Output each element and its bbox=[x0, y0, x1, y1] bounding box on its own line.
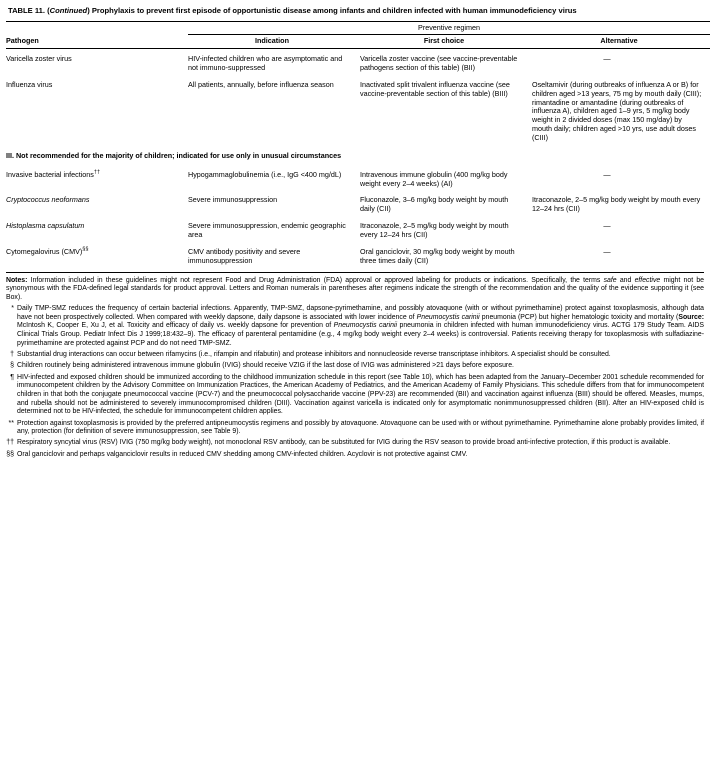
row-pathogen-footnote-marker: §§ bbox=[82, 246, 89, 253]
table-row bbox=[6, 75, 710, 145]
page-title bbox=[6, 6, 704, 16]
table-row bbox=[6, 216, 710, 242]
row-alternative: Oseltamivir (during outbreaks of influenza A or B) for children aged >13 years, 75 mg by mouth daily (CIII); rimantadine or amantadine (during outbreaks of influenza A), children aged 1–9 yrs, 5 mg/kg body weight in 2 divided doses (max 150 mg/day) by mouth daily; children aged >10 yrs, use adult doses (CIII) bbox=[532, 79, 702, 142]
row-first-choice: Oral ganciclovir, 30 mg/kg body weight by mouth three times daily (CII) bbox=[360, 246, 515, 265]
row-pathogen-label: Invasive bacterial infections bbox=[6, 169, 94, 179]
footnote-marker: † bbox=[10, 351, 14, 359]
row-indication: Severe immunosuppression bbox=[188, 195, 278, 205]
footnote-marker: § bbox=[10, 362, 14, 370]
table-group-header-row bbox=[6, 21, 710, 35]
table-row bbox=[6, 242, 710, 268]
footnote-text: Protection against toxoplasmosis is provided by the preferred antipneumocystis regimens and possibly by atovaquone. Atovaquone can be used with or without pyrimethamine. Pyrimethamine alone probably provides limited, if any, protection (for definition of severe immunosuppression, see Table 9). bbox=[17, 419, 704, 436]
footnote-text bbox=[17, 305, 704, 348]
footnote-text-post: pneumonia in children infected with human immunodeficiency virus. ACTG 179 Study Team. AIDS Clinical Trials Group. Pediatr Infect Dis J 1999;18:432–9). The efficacy of parenteral pentamidine (e.g., 4 mg/kg body weight every 2–4 weeks) is controversial. Patients receiving therapy for toxoplasmosis with sulfadiazine-pyrimethamine are protected against PCP and do not need TMP-SMZ. bbox=[17, 322, 704, 347]
table-row bbox=[6, 165, 710, 191]
col-header-alternative: Alternative bbox=[532, 35, 710, 49]
notes-lead bbox=[6, 277, 704, 303]
row-first-choice: Fluconazole, 3–6 mg/kg body weight by mouth daily (CII) bbox=[360, 195, 509, 214]
footnote-marker: ** bbox=[8, 419, 14, 427]
prophylaxis-table bbox=[6, 21, 710, 268]
footnote-item bbox=[6, 451, 704, 460]
row-alternative: — bbox=[603, 221, 611, 231]
footnote-marker: ¶ bbox=[10, 373, 14, 381]
row-indication: Hypogammaglobulinemia (i.e., IgG <400 mg/dL) bbox=[188, 169, 342, 179]
footnote-italic-2: Pneumocystis carinii bbox=[333, 322, 398, 330]
section-heading: III. Not recommended for the majority of children; indicated for use only in unusual circumstances bbox=[6, 150, 342, 160]
footnote-marker: †† bbox=[6, 439, 14, 447]
notes-lead-text-2: and bbox=[616, 276, 635, 284]
row-first-choice: Intravenous immune globulin (400 mg/kg body weight every 2–4 weeks) (AI) bbox=[360, 169, 508, 188]
row-pathogen-footnote-marker: †† bbox=[93, 169, 101, 176]
row-alternative: — bbox=[603, 54, 611, 64]
row-indication: HIV-infected children who are asymptomatic and not immuno-suppressed bbox=[188, 54, 343, 72]
col-header-first-choice: First choice bbox=[360, 35, 532, 49]
row-indication: Severe immunosuppression, endemic geographic area bbox=[188, 221, 346, 239]
preventive-regimen-header: Preventive regimen bbox=[188, 21, 710, 35]
row-alternative: — bbox=[603, 246, 611, 256]
footnote-source-label: Source: bbox=[678, 313, 705, 321]
row-alternative: — bbox=[603, 169, 611, 179]
footnote-text-mid: pneumonia (PCP) but higher hematologic toxicity and mortality ( bbox=[479, 313, 679, 321]
row-pathogen bbox=[6, 242, 188, 268]
footnote-text: Respiratory syncytial virus (RSV) IVIG (750 mg/kg body weight), not monoclonal RSV antibody, can be substituted for IVIG during the RSV season to provide broad anti-infective protection, if this product is available. bbox=[17, 439, 671, 447]
title-italic-word: Continued bbox=[49, 6, 88, 15]
footnote-item bbox=[6, 305, 704, 348]
row-indication: All patients, annually, before influenza season bbox=[188, 79, 334, 89]
row-pathogen: Cryptococcus neoformans bbox=[6, 195, 90, 205]
footnote-item bbox=[6, 362, 704, 371]
table-column-header-row bbox=[6, 35, 710, 49]
footnote-italic-1: Pneumocystis carinii bbox=[416, 313, 480, 321]
footnote-marker: * bbox=[11, 305, 14, 313]
footnote-text: Substantial drug interactions can occur between rifamycins (i.e., rifampin and rifabutin) and protease inhibitors and nonnucleoside reverse transcriptase inhibitors. A specialist should be consulted. bbox=[17, 351, 611, 359]
notes-lead-text-1: Information included in these guidelines might not represent Food and Drug Administration (FDA) approval or approved labeling for products or indications. Specifically, the terms bbox=[27, 276, 604, 284]
row-first-choice: Itraconazole, 2–5 mg/kg body weight by mouth every 12–24 hrs (CII) bbox=[360, 221, 509, 239]
section-heading-row bbox=[6, 145, 710, 165]
footnotes-section bbox=[6, 272, 704, 460]
footnote-item bbox=[6, 439, 704, 448]
footnote-text-mid2: McIntosh K, Cooper E, Xu J, et al. Toxicity and efficacy of daily vs. weekly dapsone for prevention of bbox=[17, 322, 334, 330]
row-first-choice: Inactivated split trivalent influenza vaccine (see vaccine-preventable section of this table) (BIII) bbox=[360, 79, 510, 98]
row-first-choice: Varicella zoster vaccine (see vaccine-preventable pathogens section of this table) (BII) bbox=[360, 54, 518, 72]
row-pathogen bbox=[6, 165, 188, 191]
col-header-indication: Indication bbox=[188, 35, 360, 49]
footnote-text-pre: Daily TMP-SMZ reduces the frequency of certain bacterial infections. Apparently, TMP-SMZ, dapsone-pyrimethamine, and possibly atovaquone (with or without pyrimethamine) protect against toxoplasmosis, although data have not been prospectively collected. When compared with weekly dapsone, daily dapsone is associated with lower incidence of bbox=[17, 305, 704, 321]
row-pathogen: Varicella zoster virus bbox=[6, 54, 72, 64]
notes-lead-text-3: might not be synonymous with the FDA-defined legal standards for product approval. Letters and Roman numerals in parentheses after regimens indicate the strength of the recommendation and the quality of the evidence supporting it (see Box). bbox=[6, 276, 705, 301]
footnote-marker: §§ bbox=[6, 450, 14, 458]
row-pathogen: Influenza virus bbox=[6, 79, 53, 89]
row-pathogen-label: Cytomegalovirus (CMV) bbox=[6, 246, 83, 256]
table-row bbox=[6, 190, 710, 216]
table-row bbox=[6, 49, 710, 75]
footnote-text: Children routinely being administered intravenous immune globulin (IVIG) should receive VZIG if the last dose of IVIG was administered >21 days before exposure. bbox=[17, 362, 514, 370]
row-alternative: Itraconazole, 2–5 mg/kg body weight by mouth every 12–24 hrs (CII) bbox=[532, 195, 701, 214]
footnote-text: Oral ganciclovir and perhaps valganciclovir results in reduced CMV shedding among CMV-infected children. Acyclovir is not protective against CMV. bbox=[17, 450, 468, 458]
footnote-item bbox=[6, 351, 704, 360]
row-pathogen: Histoplasma capsulatum bbox=[6, 221, 85, 231]
footnote-text: HIV-infected and exposed children should be immunized according to the childhood immunization schedule in this report (see Table 10), which has been adapted from the January–December 2001 schedule recommended for immunocompetent children by the Advisory Committee on Immunization Practices, the American Academy of Pediatrics, and the American Academy of Family Physicians. This schedule differs from that for immunocompetent children in that both the conjugate pneumococcal vaccine (PCV-7) and the pneumococcal polysaccharide vaccine (PPV-23) are recommended (BII) and vaccination against influenza (BIII) should be offered. Measles, mumps, and rubella should not be administered to severely immunocompromised children (DIII). Vaccination against varicella is indicated only for asymptomatic nonimmunosuppressed children (BII). After an HIV-exposed child is determined not to be HIV-infected, the schedule for immunocompetent children applies. bbox=[17, 373, 704, 416]
title-rest: ) Prophylaxis to prevent first episode of opportunistic disease among infants and children infected with human immunodeficiency virus bbox=[87, 6, 577, 15]
row-indication: CMV antibody positivity and severe immunosuppression bbox=[188, 246, 301, 265]
notes-label: Notes: bbox=[6, 276, 28, 284]
notes-lead-italic-2: effective bbox=[634, 276, 661, 284]
title-prefix: TABLE 11. ( bbox=[8, 6, 50, 15]
col-header-pathogen: Pathogen bbox=[6, 35, 188, 49]
footnote-item bbox=[6, 420, 704, 437]
footnote-item bbox=[6, 374, 704, 417]
notes-lead-italic-1: safe bbox=[603, 276, 617, 284]
